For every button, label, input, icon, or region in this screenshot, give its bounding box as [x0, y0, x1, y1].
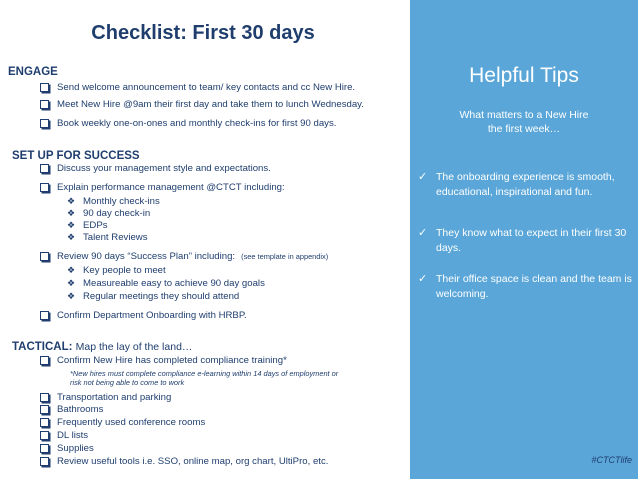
- diamond-bullet-icon: ❖: [66, 232, 76, 242]
- diamond-bullet-icon: ❖: [66, 208, 76, 218]
- checklist-item: Review 90 days “Success Plan” including: (see template in appendix): [40, 251, 328, 262]
- section-heading-engage: ENGAGE: [8, 66, 58, 78]
- checklist-item: Discuss your management style and expectations.: [40, 163, 271, 174]
- tip-item: ✓ The onboarding experience is smooth, educational, inspirational and fun.: [418, 171, 615, 198]
- checklist-item: Confirm Department Onboarding with HRBP.: [40, 310, 247, 321]
- sub-item: ❖ 90 day check-in: [66, 208, 151, 219]
- checkbox-icon: [40, 119, 49, 128]
- checkbox-icon: [40, 431, 49, 440]
- checklist-item: DL lists: [40, 430, 88, 441]
- sub-item: ❖ Measureable easy to achieve 90 day goals: [66, 278, 265, 289]
- checkbox-icon: [40, 405, 49, 414]
- checklist-item: Explain performance management @CTCT including:: [40, 182, 285, 193]
- checkmark-icon: ✓: [418, 171, 428, 183]
- checklist-item: Review useful tools i.e. SSO, online map, org chart, UltiPro, etc.: [40, 456, 328, 467]
- checkbox-icon: [40, 252, 49, 261]
- checklist-item: Frequently used conference rooms: [40, 417, 205, 428]
- checkmark-icon: ✓: [418, 273, 428, 285]
- sub-item: ❖ Key people to meet: [66, 265, 166, 276]
- checklist-item: Meet New Hire @9am their first day and take them to lunch Wednesday.: [40, 99, 364, 110]
- diamond-bullet-icon: ❖: [66, 265, 76, 275]
- checkbox-icon: [40, 418, 49, 427]
- tip-item: ✓ Their office space is clean and the team is welcoming.: [418, 273, 632, 300]
- diamond-bullet-icon: ❖: [66, 196, 76, 206]
- checkbox-icon: [40, 164, 49, 173]
- sub-item: ❖ Talent Reviews: [66, 232, 148, 243]
- checkmark-icon: ✓: [418, 227, 428, 239]
- checklist-item: Confirm New Hire has completed compliance training*: [40, 355, 287, 366]
- checkbox-icon: [40, 393, 49, 402]
- tip-item: ✓ They know what to expect in their first 30 days.: [418, 227, 627, 254]
- checkbox-icon: [40, 444, 49, 453]
- helpful-tips-panel: [410, 0, 638, 479]
- hashtag-logo: #CTCTlife: [591, 455, 632, 465]
- section-heading-setup: SET UP FOR SUCCESS: [12, 150, 140, 162]
- diamond-bullet-icon: ❖: [66, 278, 76, 288]
- diamond-bullet-icon: ❖: [66, 220, 76, 230]
- sub-item: ❖ Monthly check-ins: [66, 196, 160, 207]
- checklist-item: Send welcome announcement to team/ key contacts and cc New Hire.: [40, 82, 355, 93]
- section-heading-tactical: TACTICAL: Map the lay of the land…: [12, 341, 193, 353]
- tips-title: Helpful Tips: [469, 64, 579, 87]
- checklist-item: Bathrooms: [40, 404, 103, 415]
- checkbox-icon: [40, 100, 49, 109]
- compliance-footnote: *New hires must complete compliance e-learning within 14 days of employment or risk not being able to come to work: [70, 369, 339, 387]
- checklist-item: Supplies: [40, 443, 94, 454]
- page-title: Checklist: First 30 days: [91, 22, 315, 44]
- sub-item: ❖ Regular meetings they should attend: [66, 291, 240, 302]
- checkbox-icon: [40, 457, 49, 466]
- diamond-bullet-icon: ❖: [66, 291, 76, 301]
- checkbox-icon: [40, 356, 49, 365]
- sub-item: ❖ EDPs: [66, 220, 108, 231]
- checklist-item: Book weekly one-on-ones and monthly check-ins for first 90 days.: [40, 118, 336, 129]
- checkbox-icon: [40, 83, 49, 92]
- checkbox-icon: [40, 311, 49, 320]
- tips-subtitle: What matters to a New Hire the first week…: [459, 109, 589, 135]
- checklist-item: Transportation and parking: [40, 392, 171, 403]
- checkbox-icon: [40, 183, 49, 192]
